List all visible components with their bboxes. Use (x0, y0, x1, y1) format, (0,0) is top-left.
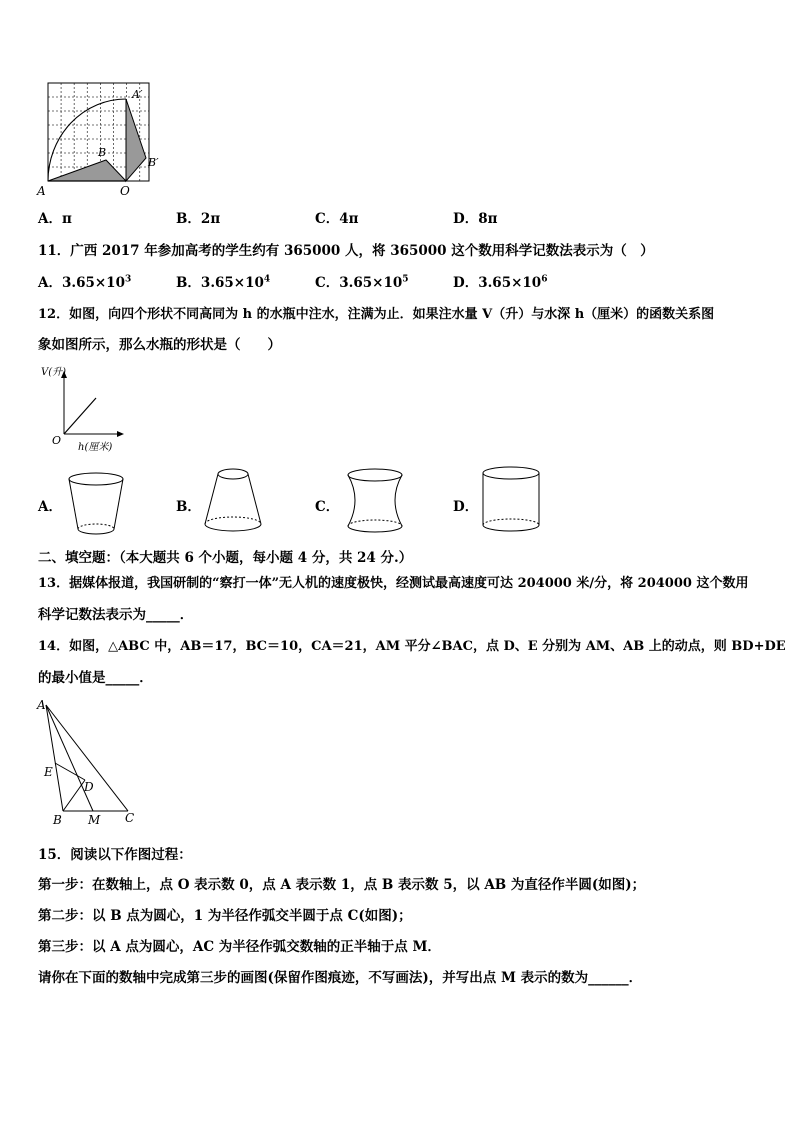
bottle-a-icon (64, 470, 128, 540)
bottle-c-icon (340, 466, 410, 538)
q10-option-b-letter: B． (176, 211, 201, 227)
q12-option-c-letter: C． (315, 499, 340, 515)
bottle-d-icon (478, 464, 544, 538)
q11-option-c-letter: C． (315, 275, 340, 291)
q14-label-a: A (37, 698, 46, 712)
q10-option-b (176, 207, 220, 227)
fig10-label-a-prime: A′ (132, 88, 143, 101)
q11-option-c-exp: 5 (402, 274, 409, 285)
q10-option-a (38, 207, 72, 227)
q14-label-m: M (88, 813, 101, 827)
q12-y-axis-label: V(升) (41, 367, 67, 378)
bottle-b-icon (200, 465, 266, 537)
q11-option-d-mant: 3.65×10 (478, 275, 542, 291)
q10-option-c-value: 4π (339, 211, 359, 227)
q11-option-b-mant: 3.65×10 (200, 275, 264, 291)
q10-option-a-letter: A． (38, 211, 62, 227)
q14-line1: 14．如图，△ABC 中，AB＝17，BC＝10，CA＝21，AM 平分∠BAC，点 D、E 分别为 AM、AB 上的动点，则 BD+DE (38, 639, 786, 654)
q15-step3: 第三步：以 A 点为圆心，AC 为半径作弧交数轴的正半轴于点 M． (38, 939, 441, 955)
q15-step2: 第二步：以 B 点为圆心，1 为半径作弧交半圆于点 C(如图)； (38, 908, 412, 924)
q12-option-a-letter: A． (38, 499, 62, 515)
q13-line1: 13．据媒体报道，我国研制的“察打一体”无人机的速度极快，经测试最高速度可达 204000 米/分，将 204000 这个数用 (38, 576, 749, 591)
q14-label-e: E (44, 765, 53, 779)
q14-label-b: B (53, 813, 62, 827)
q12-origin-label: O (52, 434, 62, 447)
q12-graph (38, 362, 128, 458)
q10-option-d-letter: D． (453, 211, 479, 227)
q14-line2: 的最小值是_____． (38, 670, 153, 686)
q11-option-c (315, 271, 409, 291)
q11-option-a-letter: A． (38, 275, 62, 291)
fig10-label-b-prime: B′ (148, 156, 159, 169)
q11-option-a-mant: 3.65×10 (61, 275, 125, 291)
q11-option-b-exp: 4 (263, 274, 271, 285)
q10-option-a-value: π (61, 211, 72, 227)
q15-title: 15．阅读以下作图过程： (38, 847, 192, 863)
q11-stem: 11．广西 2017 年参加高考的学生约有 365000 人，将 365000 这个数用科学记数法表示为（ ） (38, 243, 654, 259)
fig10-label-o: O (120, 184, 130, 198)
q12-line1: 12．如图，向四个形状不同高同为 h 的水瓶中注水，注满为止．如果注水量 V（升）与水深 h（厘米）的函数关系图 (38, 307, 715, 322)
q11-option-d-exp: 6 (541, 274, 548, 285)
q12-option-b-letter: B． (176, 499, 201, 515)
q11-option-b (176, 271, 270, 291)
q12-option-d-letter: D． (453, 499, 479, 515)
q14-label-c: C (125, 811, 135, 825)
section-2-heading: 二、填空题：（本大题共 6 个小题，每小题 4 分，共 24 分.） (38, 550, 413, 566)
q10-option-d (453, 207, 498, 227)
q11-option-c-mant: 3.65×10 (339, 275, 403, 291)
q11-option-d-letter: D． (453, 275, 479, 291)
q10-option-c (315, 207, 359, 227)
q10-option-c-letter: C． (315, 211, 340, 227)
q12-line2: 象如图所示，那么水瓶的形状是（ ） (38, 337, 281, 353)
q13-line2: 科学记数法表示为_____． (38, 607, 194, 623)
q10-option-d-value: 8π (478, 211, 498, 227)
q14-triangle-figure (36, 696, 142, 830)
q15-step1: 第一步：在数轴上，点 O 表示数 0，点 A 表示数 1，点 B 表示数 5，以 AB 为直径作半圆(如图)； (38, 877, 646, 893)
q11-option-a (38, 271, 131, 291)
q14-label-d: D (84, 780, 94, 794)
q10-option-b-value: 2π (200, 211, 221, 227)
q15-ask: 请你在下面的数轴中完成第三步的画图(保留作图痕迹，不写画法)，并写出点 M 表示的数为______． (38, 970, 643, 986)
fig10-label-a: A (37, 184, 46, 198)
rotation-figure (34, 78, 174, 200)
q12-x-axis-label: h(厘米) (78, 442, 113, 453)
q11-option-d (453, 271, 547, 291)
q11-option-b-letter: B． (176, 275, 201, 291)
fig10-label-b: B (98, 146, 107, 159)
q11-option-a-exp: 3 (124, 274, 132, 285)
